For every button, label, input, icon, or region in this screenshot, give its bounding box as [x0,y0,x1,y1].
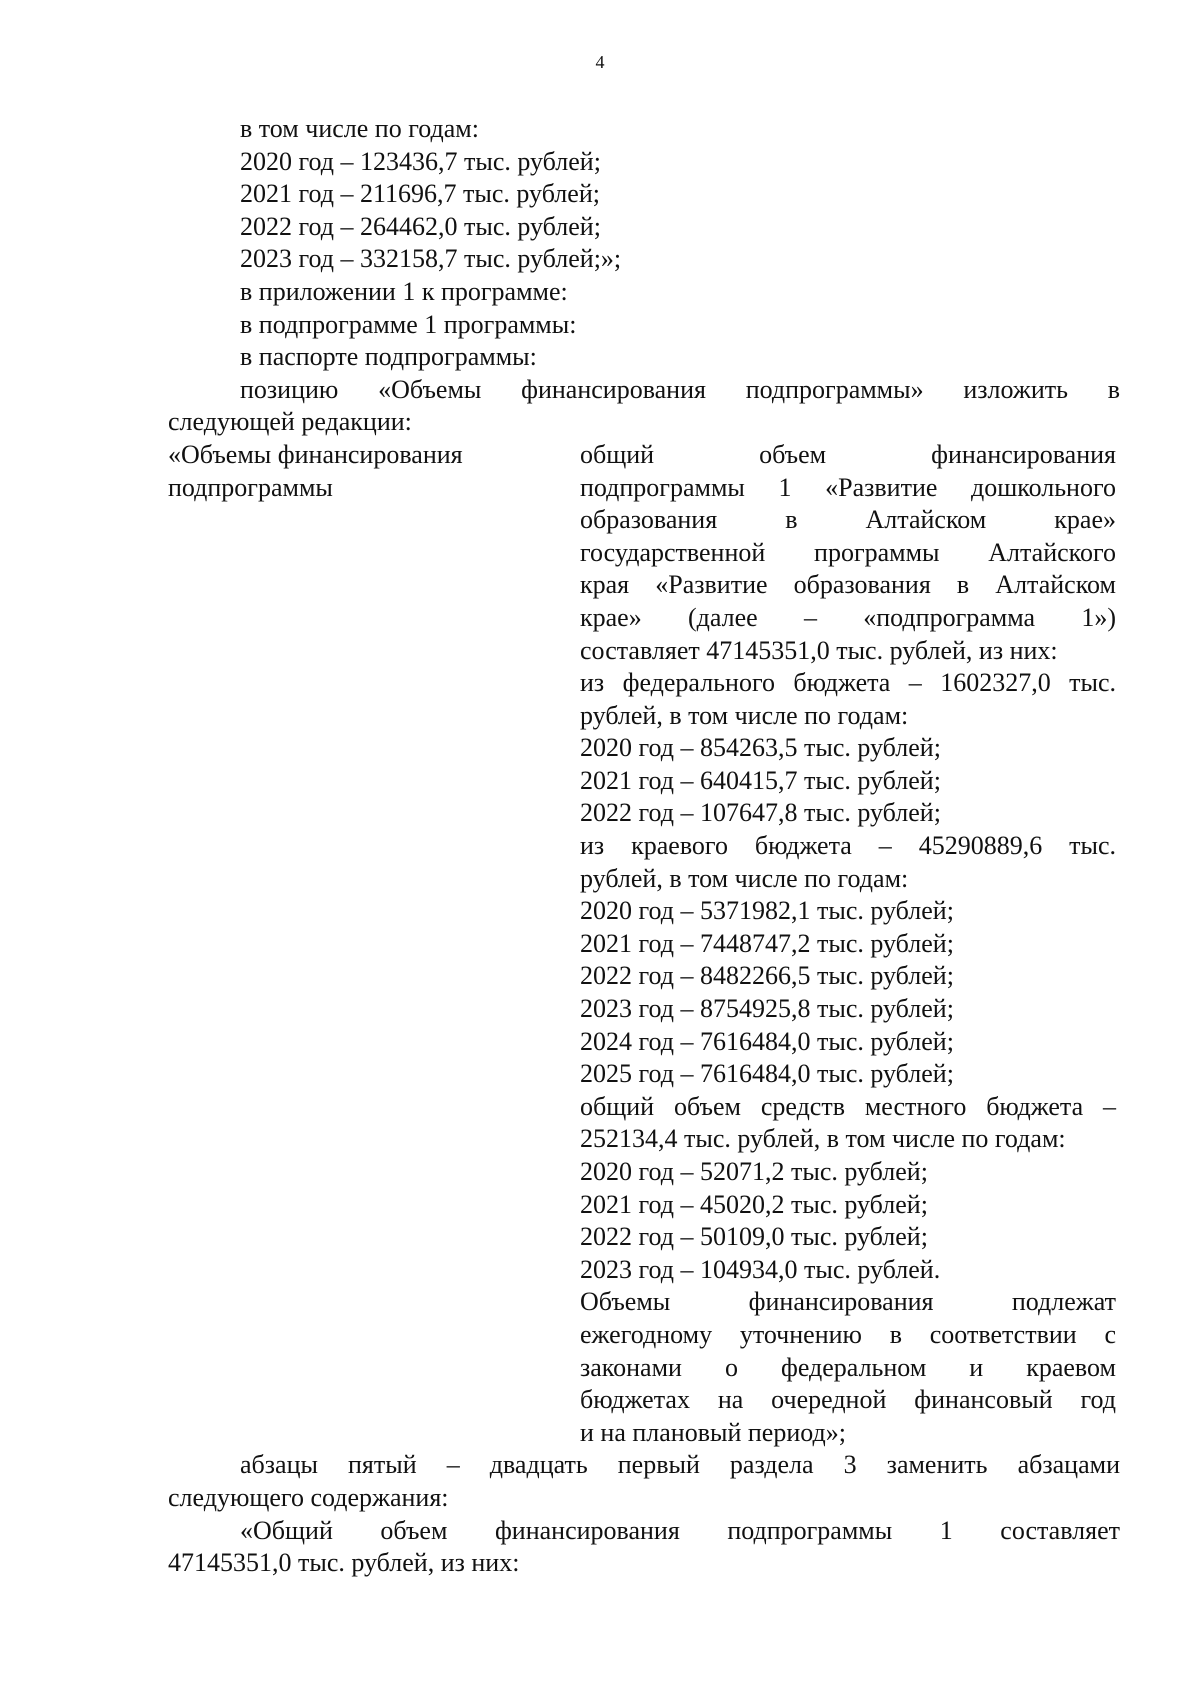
passport-table [168,439,1120,1449]
table-label-line: подпрограммы [168,472,333,502]
table-value-line: 2023 год – 104934,0 тыс. рублей. [580,1254,941,1284]
text-line: 2022 год – 264462,0 тыс. рублей; [240,211,601,241]
table-value-line: из федерального бюджета – 1602327,0 тыс. [580,668,1116,698]
table-value-line: 2022 год – 50109,0 тыс. рублей; [580,1222,928,1252]
table-value-line: образования в Алтайском крае» [580,505,1116,535]
table-value-line: 2022 год – 8482266,5 тыс. рублей; [580,961,954,991]
table-value-line: 2021 год – 7448747,2 тыс. рублей; [580,928,954,958]
text-line: 2023 год – 332158,7 тыс. рублей;»; [240,244,622,274]
table-value-line: из краевого бюджета – 45290889,6 тыс. [580,831,1116,861]
table-value-line: 2020 год – 52071,2 тыс. рублей; [580,1157,928,1186]
table-value-line: 252134,4 тыс. рублей, в том числе по годам: [580,1124,1066,1154]
table-value-line: бюджетах на очередной финансовый год [580,1385,1116,1415]
text-line: в подпрограмме 1 программы: [240,309,577,339]
paragraph-line: абзацы пятый – двадцать первый раздела 3 заменить абзацами [240,1450,1120,1480]
table-value-line: рублей, в том числе по годам: [580,863,909,893]
table-value-line: 2021 год – 640415,7 тыс. рублей; [580,765,941,795]
table-value-line: Объемы финансирования подлежат [580,1287,1116,1317]
paragraph-line: позицию «Объемы финансирования подпрограммы» изложить в [240,374,1120,404]
paragraph-line: 47145351,0 тыс. рублей, из них: [168,1548,520,1578]
text-line: в паспорте подпрограммы: [240,342,537,372]
paragraph-line: следующего содержания: [168,1482,449,1512]
table-value-line: 2025 год – 7616484,0 тыс. рублей; [580,1059,954,1089]
text-line: в приложении 1 к программе: [240,276,568,306]
text-line: 2021 год – 211696,7 тыс. рублей; [240,179,600,209]
top-section [168,113,1120,374]
paragraph-line: следующей редакции: [168,407,412,437]
table-value-line: 2023 год – 8754925,8 тыс. рублей; [580,994,954,1024]
table-label-line: «Объемы финансирования [168,439,463,469]
table-value-line: общий объем средств местного бюджета – [580,1091,1116,1121]
table-right-column [580,439,1116,1449]
table-value-line: ежегодному уточнению в соответствии с [580,1319,1116,1349]
text-line: в том числе по годам: [240,114,479,143]
table-value-line: крае» (далее – «подпрограмма 1») [580,602,1116,632]
table-value-line: подпрограммы 1 «Развитие дошкольного [580,472,1116,502]
table-value-line: государственной программы Алтайского [580,537,1116,567]
table-value-line: составляет 47145351,0 тыс. рублей, из них: [580,635,1058,665]
table-value-line: 2021 год – 45020,2 тыс. рублей; [580,1189,928,1219]
table-value-line: общий объем финансирования [580,439,1116,469]
table-value-line: 2020 год – 5371982,1 тыс. рублей; [580,896,954,926]
table-value-line: рублей, в том числе по годам: [580,700,909,730]
table-value-line: края «Развитие образования в Алтайском [580,570,1116,600]
total-volume-paragraph [168,1515,1120,1580]
table-value-line: 2024 год – 7616484,0 тыс. рублей; [580,1026,954,1056]
section-paragraph [168,1449,1120,1514]
table-left-column [168,439,580,1449]
text-line: 2020 год – 123436,7 тыс. рублей; [240,146,601,176]
position-paragraph [168,374,1120,439]
table-value-line: законами о федеральном и краевом [580,1352,1116,1382]
table-value-line: 2022 год – 107647,8 тыс. рублей; [580,798,941,828]
document-body [168,113,1120,1580]
paragraph-line: «Общий объем финансирования подпрограммы 1 составляет [240,1515,1120,1545]
page-number: 4 [595,52,605,72]
table-value-line: 2020 год – 854263,5 тыс. рублей; [580,733,941,763]
table-value-line: и на плановый период»; [580,1417,846,1447]
